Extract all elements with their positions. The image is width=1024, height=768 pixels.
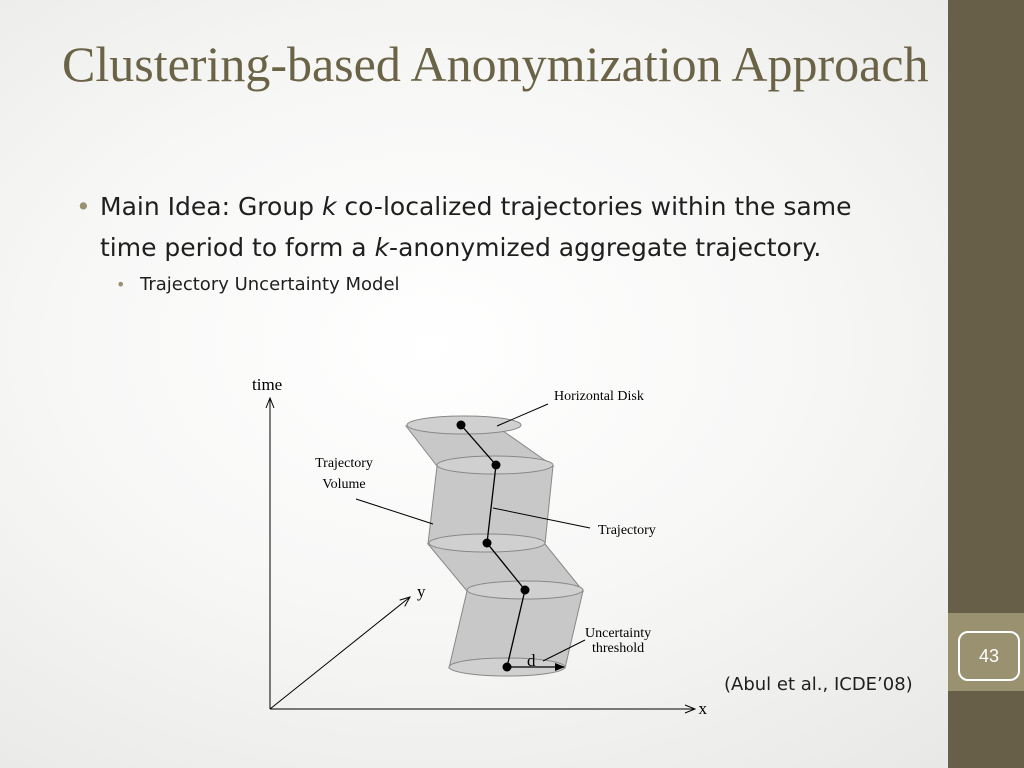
trajectory-point [521, 586, 530, 595]
label-trajectory-volume-2: Volume [322, 477, 366, 492]
trajectory-point [457, 421, 466, 430]
label-d: d [527, 651, 536, 670]
bullet-mid: co-localized trajectories within the same time period to form a [100, 192, 852, 262]
label-uncertainty-1: Uncertainty [585, 626, 652, 641]
slide-title: Clustering-based Anonymization Approach [62, 36, 929, 92]
axis-label-y: y [417, 582, 426, 601]
trajectory-uncertainty-figure [240, 368, 707, 720]
label-trajectory-volume-1: Trajectory [315, 456, 373, 471]
bullet-k-second: k [374, 233, 390, 262]
bullet-tail: -anonymized aggregate trajectory. [389, 233, 822, 262]
trajectory-point [492, 461, 501, 470]
bullet-list [76, 186, 876, 298]
y-axis [270, 597, 410, 709]
trajectory-volume [406, 416, 583, 676]
main-bullet [76, 186, 876, 268]
label-trajectory: Trajectory [598, 523, 656, 538]
label-horizontal-disk: Horizontal Disk [554, 389, 644, 404]
bullet-lead: Main Idea: Group [100, 192, 322, 221]
citation: (Abul et al., ICDE’08) [724, 674, 913, 695]
sub-bullet: • Trajectory Uncertainty Model [116, 272, 876, 298]
callout-volume [356, 499, 433, 524]
callout-horizontal-disk [497, 404, 548, 426]
trajectory-point [483, 539, 492, 548]
axis-label-time: time [252, 375, 283, 394]
bullet-k-first: k [322, 192, 337, 221]
label-uncertainty-2: threshold [592, 641, 645, 656]
axis-label-x: x [698, 699, 707, 718]
page-number: 43 [958, 631, 1020, 681]
